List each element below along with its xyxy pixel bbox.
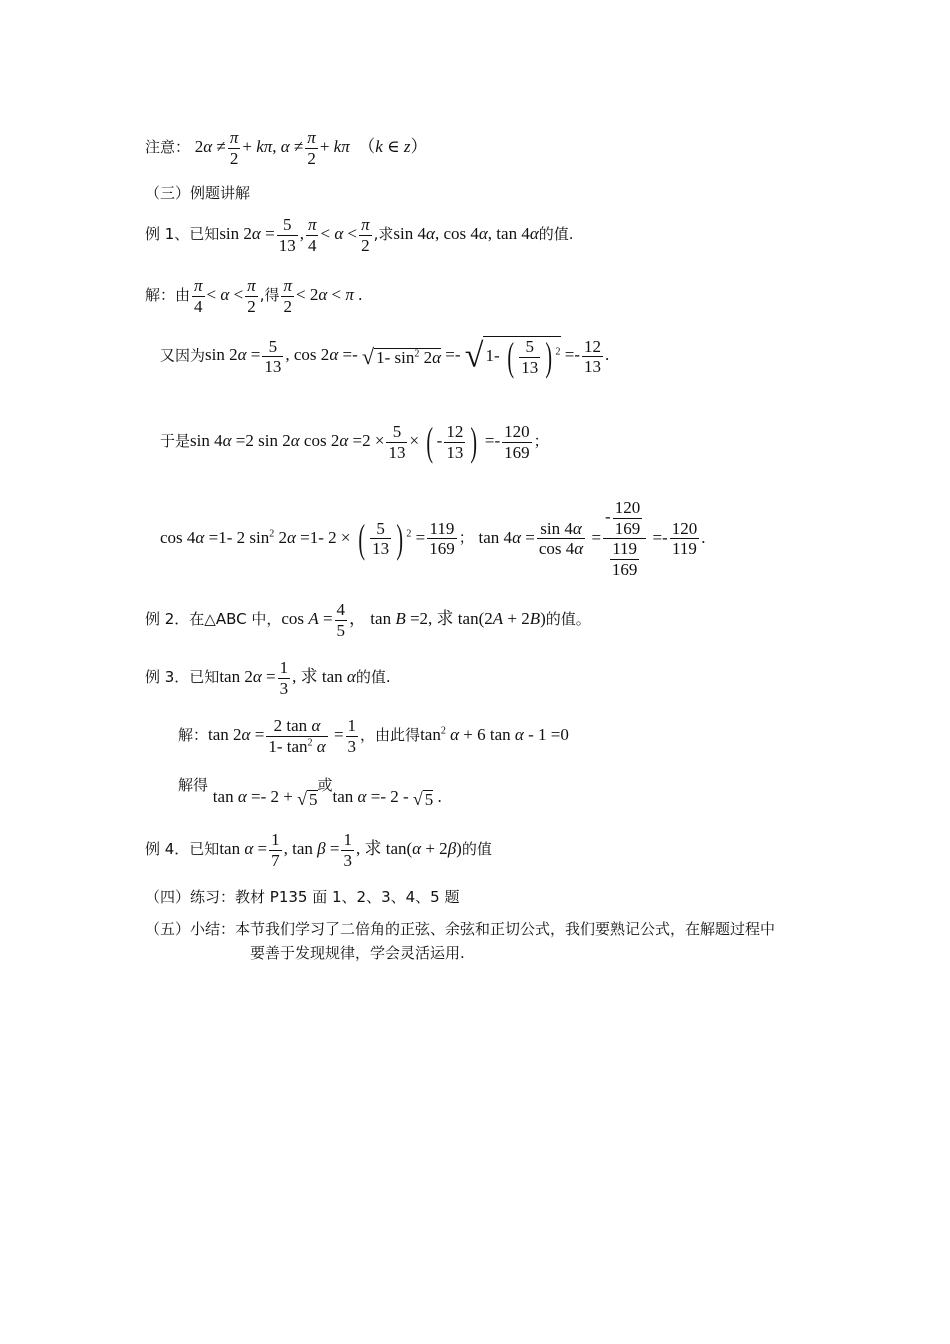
note-formula: 2α ≠ $\frac{\pi}{2}$ + kπ, α ≠ $\frac{\pi}{2}$ + kπ （k ∈ z） <box>194 128 428 168</box>
solution-1-line: 解：由 $\frac{\pi}{4}$ < α < $\frac{\pi}{2}$ ,得 $\frac{\pi}{2}$ < 2α < π . <box>145 276 363 316</box>
summary-line-2: 要善于发现规律，学会灵活运用. <box>250 944 465 962</box>
summary-line-1: （五）小结：本节我们学习了二倍角的正弦、余弦和正切公式，我们要熟记公式，在解题过程中 <box>145 920 776 938</box>
section-3-heading: （三）例题讲解 <box>145 184 251 202</box>
example-3-line: 例 3．已知tan 2α = $\frac{1}{3}$ , 求 tan α的值. <box>145 658 391 698</box>
example-2-line: 例 2．在△ABC 中，cos A = $\frac{4}{5}$ ， tan B =2, 求 tan(2A + 2B)的值。 <box>145 600 591 640</box>
cos2a-line: 又因为sin 2α = $\frac{5}{13}$ , cos 2α =- √ 1- $\sin^2 2\alpha$ =- √ 1- ( $\frac{5}{13}$ ) $^2$ =- $\frac{12}{13}$ . <box>160 334 610 380</box>
example-3-result-line: 解得 tan α =- 2 + √ 5或tan α =- 2 - √ 5 . <box>178 776 442 809</box>
sin4a-line: 于是sin 4α =2 sin 2α cos 2α =2 × $\frac{5}{13}$ × ( - $\frac{12}{13}$ ) =- $\frac{120}{169}$ ； <box>160 419 549 465</box>
example-3-solution-line: 解：tan 2α = $\frac{\text{2 tan α}}{1- \tan^2 \alpha}$ = $\frac{1}{3}$ ，由此得$\tan^2 \alpha + 6$ tan α - 1 =0 <box>178 716 569 756</box>
cos4a-tan4a-line: cos 4α =1- 2 $\sin^2 2\alpha =1-$ 2 × ( $\frac{5}{13}$ ) $^2$ = $\frac{119}{169}$ ； tan 4α = $\frac{\sin 4\alpha}{\cos 4\alpha}$ = - $\frac{120}{169}$ $\frac{119}{169}$ =- $\frac{120}{119}$ . <box>160 498 706 579</box>
example-1-line: 例 1、已知sin 2α = $\frac{5}{13}$ , $\frac{\pi}{4}$ < α < $\frac{\pi}{2}$ ,求sin 4α, cos 4α, tan 4α的值. <box>145 215 574 255</box>
note-line <box>145 128 428 168</box>
example-4-line: 例 4．已知tan α = $\frac{1}{7}$ , tan β = $\frac{1}{3}$ , 求 tan(α + 2β)的值 <box>145 830 492 870</box>
practice-line: （四）练习：教材 P135 面 1、2、3、4、5 题 <box>145 888 460 906</box>
note-label: 注意： <box>145 137 191 156</box>
